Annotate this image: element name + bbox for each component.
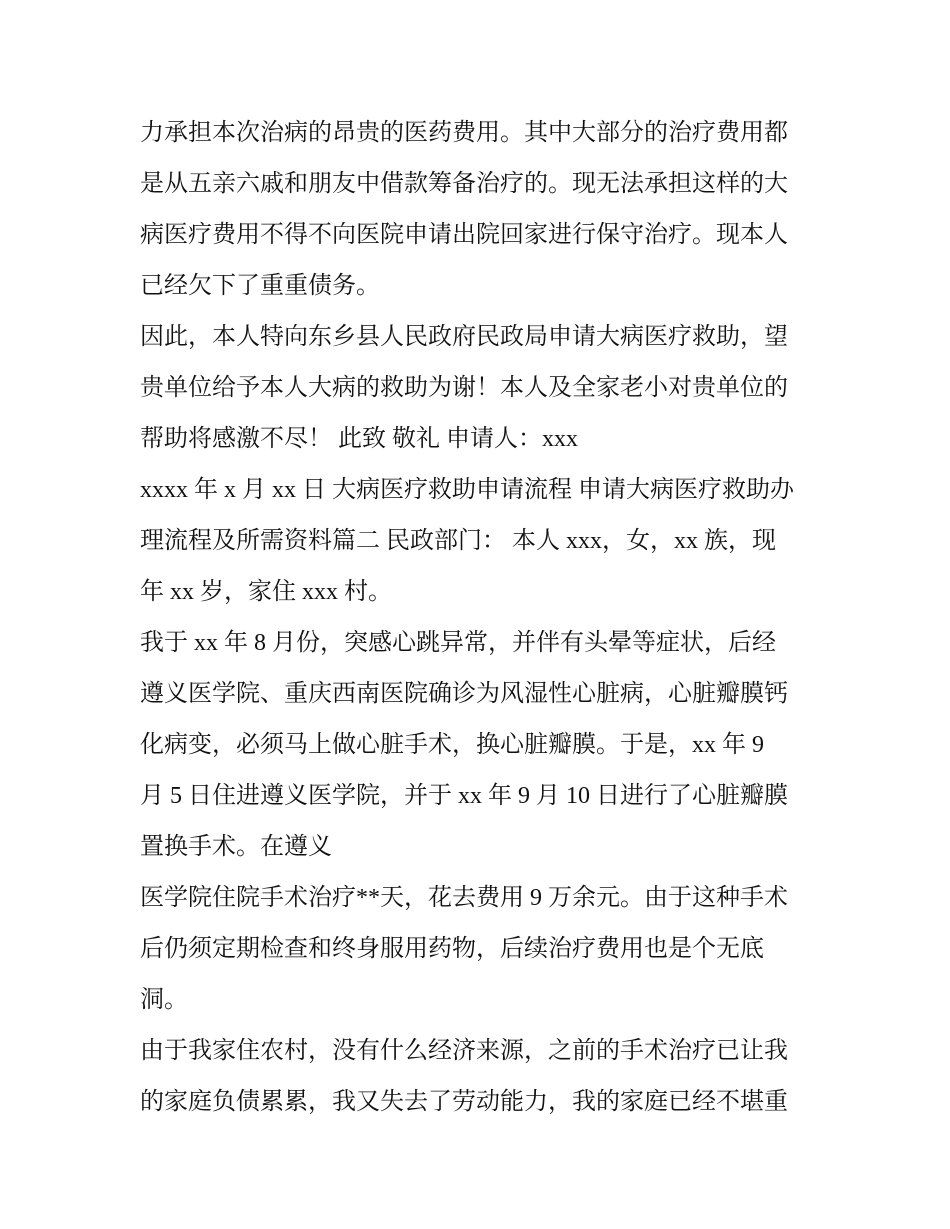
text-line: 置换手术。在遵义 [140,834,332,860]
text-line: 力承担本次治病的昂贵的医药费用。其中大部分的治疗费用都 [140,120,788,146]
text-line: 遵义医学院、重庆西南医院确诊为风湿性心脏病，心脏瓣膜钙 [140,681,788,707]
text-line: xxxx 年 x 月 xx 日 大病医疗救助申请流程 申请大病医疗救助办 [140,477,794,503]
text-line: 理流程及所需资料篇二 民政部门： 本人 xxx，女，xx 族，现 [140,528,776,554]
text-line: 年 xx 岁，家住 xxx 村。 [140,579,392,605]
text-line: 医学院住院手术治疗**天，花去费用 9 万余元。由于这种手术 [140,885,788,911]
text-line: 因此，本人特向东乡县人民政府民政局申请大病医疗救助，望 [140,324,788,350]
text-line: 的家庭负债累累，我又失去了劳动能力，我的家庭已经不堪重 [140,1089,788,1115]
text-line: 我于 xx 年 8 月份，突感心跳异常，并伴有头晕等症状，后经 [140,630,776,656]
text-line: 已经欠下了重重债务。 [140,273,380,299]
text-line: 化病变，必须马上做心脏手术，换心脏瓣膜。于是，xx 年 9 [140,732,764,758]
text-line: 月 5 日住进遵义医学院，并于 xx 年 9 月 10 日进行了心脏瓣膜 [140,783,788,809]
text-line: 病医疗费用不得不向医院申请出院回家进行保守治疗。现本人 [140,222,788,248]
text-line: 洞。 [140,987,188,1013]
text-line: 帮助将感激不尽！ 此致 敬礼 申请人：xxx [140,426,578,452]
text-line: 后仍须定期检查和终身服用药物，后续治疗费用也是个无底 [140,936,764,962]
text-line: 是从五亲六戚和朋友中借款筹备治疗的。现无法承担这样的大 [140,171,788,197]
text-line: 贵单位给予本人大病的救助为谢！本人及全家老小对贵单位的 [140,375,788,401]
text-line: 由于我家住农村，没有什么经济来源，之前的手术治疗已让我 [140,1038,788,1064]
document-body [140,108,820,1128]
